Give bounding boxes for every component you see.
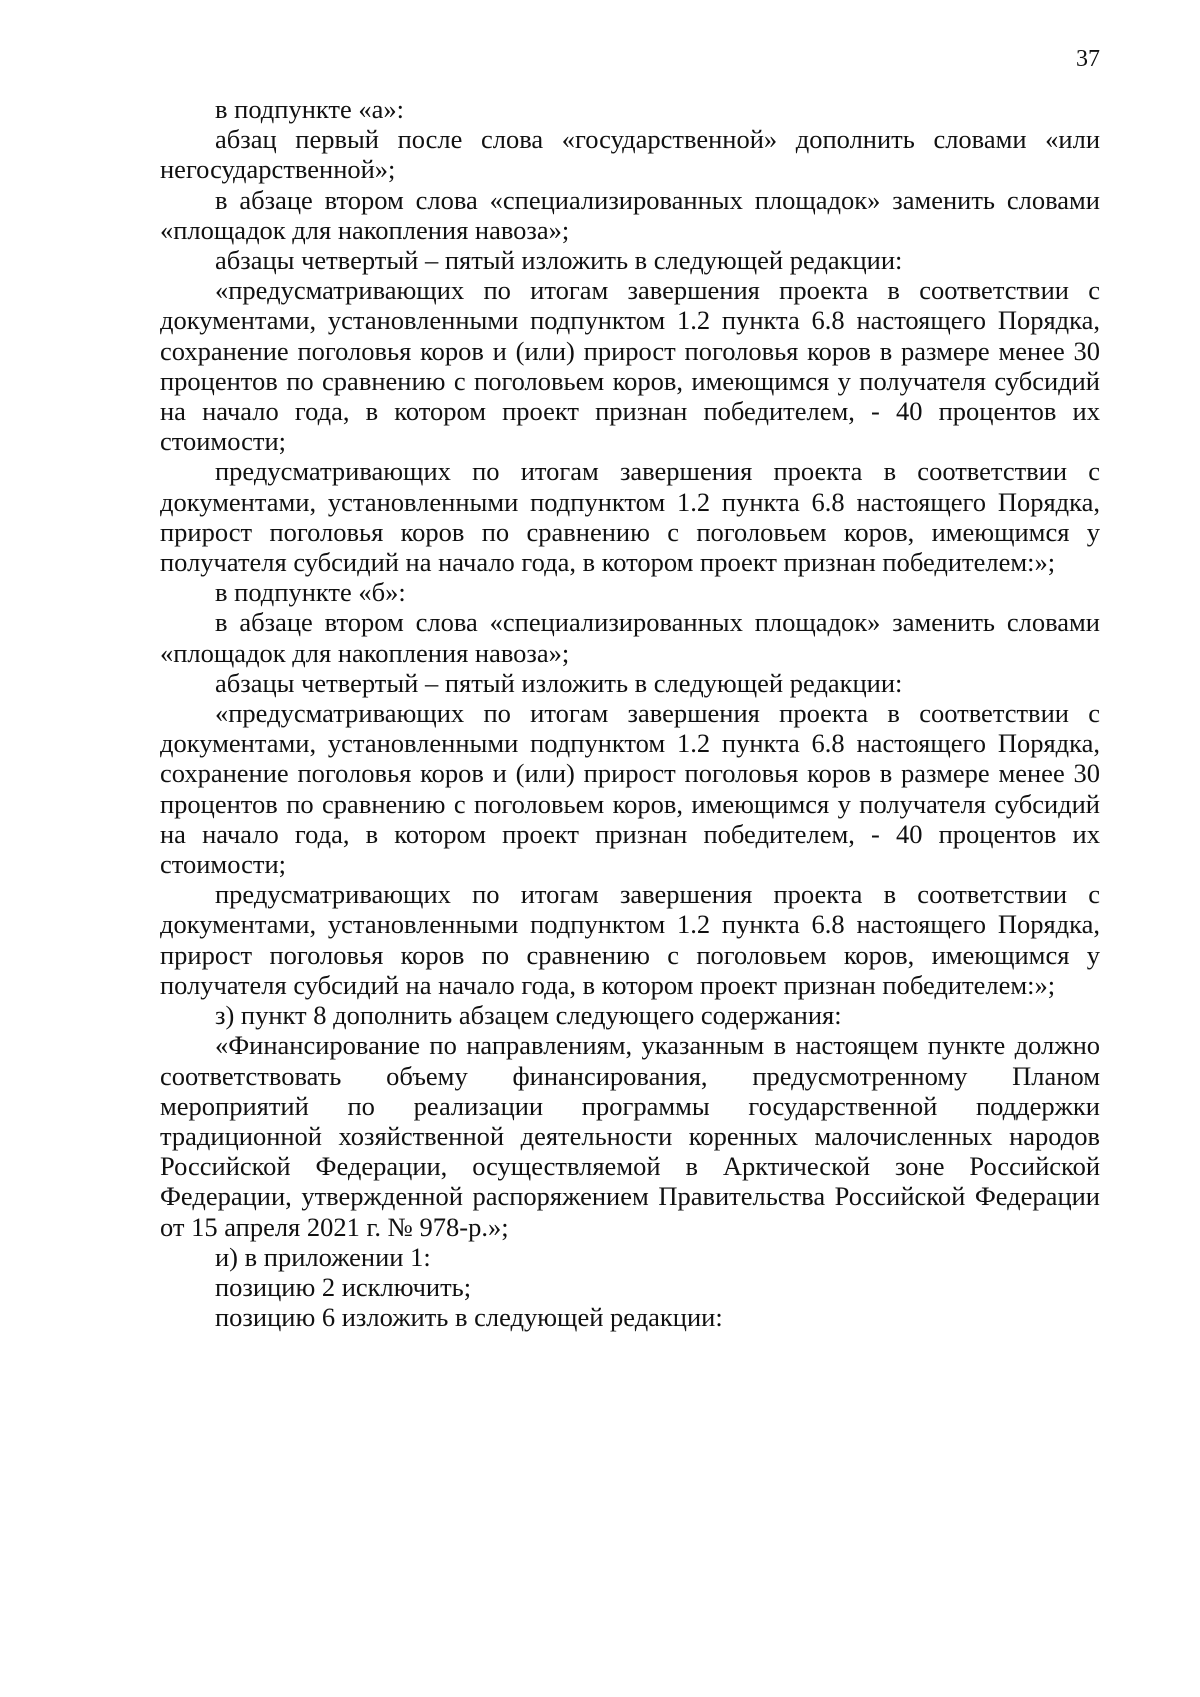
paragraph-position-2: позицию 2 исключить; [215, 1271, 472, 1302]
paragraph-point-i: и) в приложении 1: [215, 1241, 431, 1272]
paragraph-quote-preservation: «предусматривающих по итогам завершения проекта в соответствии с документами, установленными подпунктом 1.2 пункта 6.8 настоящего Порядка, сохранение поголовья коров и (или) прирост поголовья коров в размере менее 30 процентов по сравнению с поголовьем коров, имеющимся у получателя субсидий на начало года, в котором проект признан победителем, - 40 процентов их стоимости; [160, 275, 1100, 457]
paragraph-first-abzac: абзац первый после слова «государственной» дополнить словами «или негосударственной»; [160, 124, 1100, 185]
paragraph-subpoint-b: в подпункте «б»: [215, 577, 406, 608]
paragraph-subpoint-a: в подпункте «а»: [215, 94, 405, 124]
paragraph-second-abzac-b: в абзаце втором слова «специализированных площадок» заменить словами «площадок для накопления навоза»; [160, 607, 1100, 668]
document-body [160, 94, 1100, 1332]
paragraph-financing-quote: «Финансирование по направлениям, указанным в настоящем пункте должно соответствовать объему финансирования, предусмотренному Планом мероприятий по реализации программы государственной поддержки традиционной хозяйственной деятельности коренных малочисленных народов Российской Федерации, осуществляемой в Арктической зоне Российской Федерации, утвержденной распоряжением Правительства Российской Федерации от 15 апреля 2021 г. № 978-р.»; [160, 1030, 1100, 1242]
paragraph-second-abzac: в абзаце втором слова «специализированных площадок» заменить словами «площадок для накопления навоза»; [160, 184, 1100, 245]
paragraph-fourth-fifth-abzac: абзацы четвертый – пятый изложить в следующей редакции: [215, 245, 903, 276]
paragraph-position-6: позицию 6 изложить в следующей редакции: [215, 1302, 723, 1333]
paragraph-point-z: з) пункт 8 дополнить абзацем следующего содержания: [215, 1000, 842, 1031]
paragraph-quote-growth-b: предусматривающих по итогам завершения проекта в соответствии с документами, установленными подпунктом 1.2 пункта 6.8 настоящего Порядка, прирост поголовья коров по сравнению с поголовьем коров, имеющимся у получателя субсидий на начало года, в котором проект признан победителем:»; [160, 879, 1100, 1000]
paragraph-quote-growth: предусматривающих по итогам завершения проекта в соответствии с документами, установленными подпунктом 1.2 пункта 6.8 настоящего Порядка, прирост поголовья коров по сравнению с поголовьем коров, имеющимся у получателя субсидий на начало года, в котором проект признан победителем:»; [160, 456, 1100, 578]
page-number: 37 [1076, 46, 1100, 72]
paragraph-fourth-fifth-abzac-b: абзацы четвертый – пятый изложить в следующей редакции: [215, 667, 903, 698]
paragraph-quote-preservation-b: «предусматривающих по итогам завершения проекта в соответствии с документами, установленными подпунктом 1.2 пункта 6.8 настоящего Порядка, сохранение поголовья коров и (или) прирост поголовья коров в размере менее 30 процентов по сравнению с поголовьем коров, имеющимся у получателя субсидий на начало года, в котором проект признан победителем, - 40 процентов их стоимости; [160, 698, 1100, 880]
